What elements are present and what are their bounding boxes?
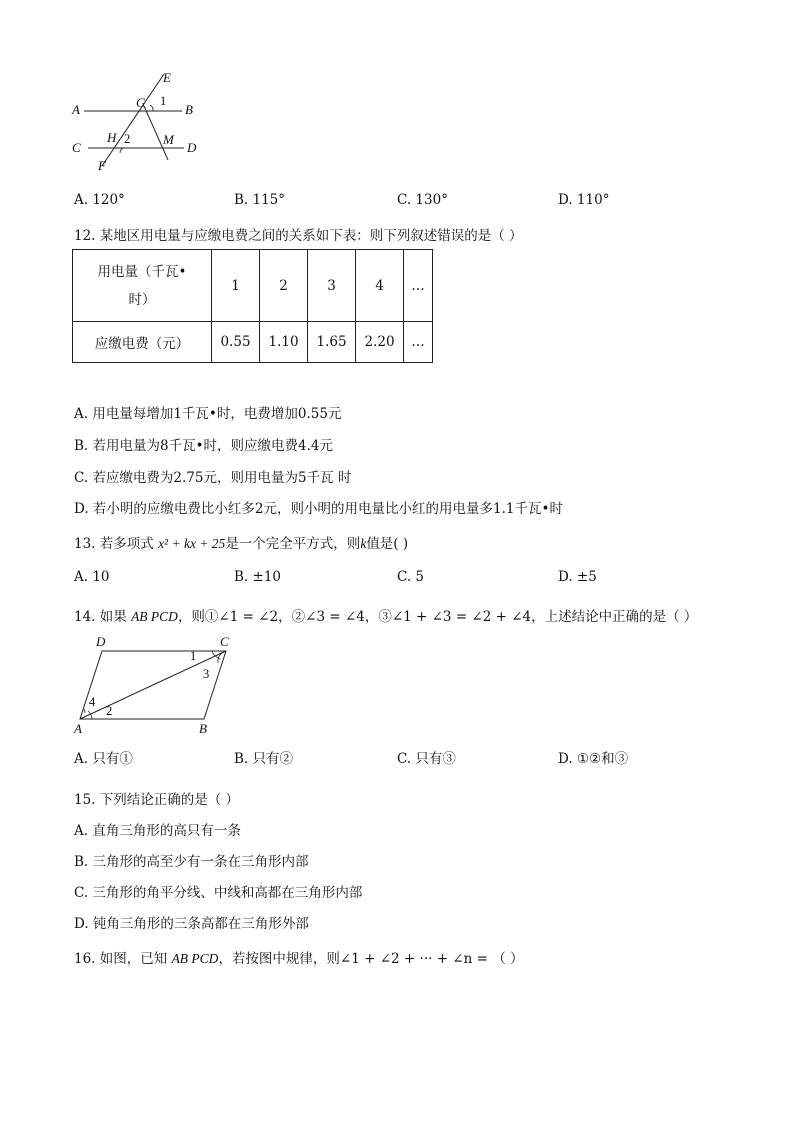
q14-condition: AB PCD <box>131 609 178 624</box>
q13-stem-end: 值是( ) <box>366 536 409 552</box>
table-cell: 1.10 <box>260 322 308 363</box>
q12-option-a: A. 用电量每增加1千瓦•时，电费增加0.55元 <box>74 406 342 422</box>
point-C-label: C <box>220 634 229 649</box>
q13-option-b: B. ±10 <box>234 569 281 585</box>
q15-stem: 15. 下列结论正确的是（ ） <box>74 792 240 808</box>
table-cell: 2.20 <box>356 322 404 363</box>
table-cell: 4 <box>356 250 404 322</box>
q12-stem: 12. 某地区用电量与应缴电费之间的关系如下表：则下列叙述错误的是（ ） <box>74 228 523 244</box>
q11-option-b: B. 115° <box>234 192 286 208</box>
point-G-label: G <box>136 95 146 110</box>
q12-option-d: D. 若小明的应缴电费比小红多2元，则小明的用电量比小红的用电量多1.1千瓦•时 <box>74 501 563 517</box>
q16-stem-prefix: 16. 如图，已知 <box>74 951 172 967</box>
q11-option-a: A. 120° <box>74 192 125 208</box>
q13-stem <box>74 532 408 552</box>
table-cell: 2 <box>260 250 308 322</box>
table-header-usage-line2: 时） <box>128 291 156 308</box>
table-cell: 3 <box>308 250 356 322</box>
point-B-label: B <box>199 721 207 736</box>
q11-option-c: C. 130° <box>397 192 448 208</box>
q11-diagram <box>60 62 220 180</box>
q11-figure <box>60 62 220 180</box>
q14-stem <box>74 605 697 625</box>
q12-table <box>72 249 433 363</box>
point-A-label: A <box>74 721 82 736</box>
point-A-label: A <box>72 102 80 117</box>
point-H-label: H <box>107 130 117 145</box>
table-cell: … <box>404 322 433 363</box>
point-B-label: B <box>185 102 193 117</box>
table-cell: 1 <box>212 250 260 322</box>
angle-2-label: 2 <box>124 132 131 146</box>
q14-option-b: B. 只有② <box>234 751 294 767</box>
point-D-label: D <box>187 140 197 155</box>
table-header-fee: 应缴电费（元） <box>73 322 212 363</box>
q15-option-d: D. 钝角三角形的三条高都在三角形外部 <box>74 916 309 932</box>
table-cell: 0.55 <box>212 322 260 363</box>
angle-1-label: 1 <box>190 649 197 663</box>
q14-option-c: C. 只有③ <box>397 751 456 767</box>
point-F-label: F <box>98 158 106 173</box>
q14-figure <box>70 633 240 738</box>
point-D-label: D <box>96 634 106 649</box>
point-C-label: C <box>72 140 81 155</box>
q14-option-d: D. ①②和③ <box>558 751 629 767</box>
angle-3-label: 3 <box>203 667 210 681</box>
angle-4-label: 4 <box>89 695 96 709</box>
q15-option-a: A. 直角三角形的高只有一条 <box>74 823 241 839</box>
angle-1-label: 1 <box>160 94 167 108</box>
table-header-usage-line1: 用电量（千瓦• <box>97 263 187 280</box>
q16-stem <box>74 947 524 967</box>
q14-stem-rest: ，则①∠1 = ∠2，②∠3 = ∠4，③∠1 + ∠3 = ∠2 + ∠4，上述结论中正确的是（ ） <box>177 609 698 625</box>
q15-option-c: C. 三角形的角平分线、中线和高都在三角形内部 <box>74 885 363 901</box>
q11-option-d: D. 110° <box>558 192 610 208</box>
q13-stem-prefix: 13. 若多项式 <box>74 536 159 552</box>
q13-stem-suffix: 是一个完全平方式，则 <box>225 536 361 552</box>
q14-option-a: A. 只有① <box>74 751 133 767</box>
point-M-label: M <box>163 132 174 147</box>
q16-stem-rest: ，若按图中规律，则∠1 + ∠2 + ··· + ∠n = （ ） <box>218 951 524 967</box>
table-header-usage <box>73 250 212 322</box>
q13-k: k <box>360 536 367 551</box>
table-cell: … <box>404 250 433 322</box>
q13-option-a: A. 10 <box>74 569 110 585</box>
point-E-label: E <box>163 70 171 85</box>
q16-condition: AB PCD <box>171 951 219 966</box>
table-cell: 1.65 <box>308 322 356 363</box>
table-row <box>73 250 433 322</box>
q15-option-b: B. 三角形的高至少有一条在三角形内部 <box>74 854 309 870</box>
table-row <box>73 322 433 363</box>
q13-option-d: D. ±5 <box>558 569 597 585</box>
q13-expression: x² + kx + 25 <box>158 536 226 551</box>
q12-option-b: B. 若用电量为8千瓦•时，则应缴电费4.4元 <box>74 438 334 454</box>
q12-option-c: C. 若应缴电费为2.75元，则用电量为5千瓦 时 <box>74 470 352 486</box>
q13-option-c: C. 5 <box>397 569 425 585</box>
q14-stem-prefix: 14. 如果 <box>74 609 132 625</box>
angle-2-label: 2 <box>106 704 113 718</box>
